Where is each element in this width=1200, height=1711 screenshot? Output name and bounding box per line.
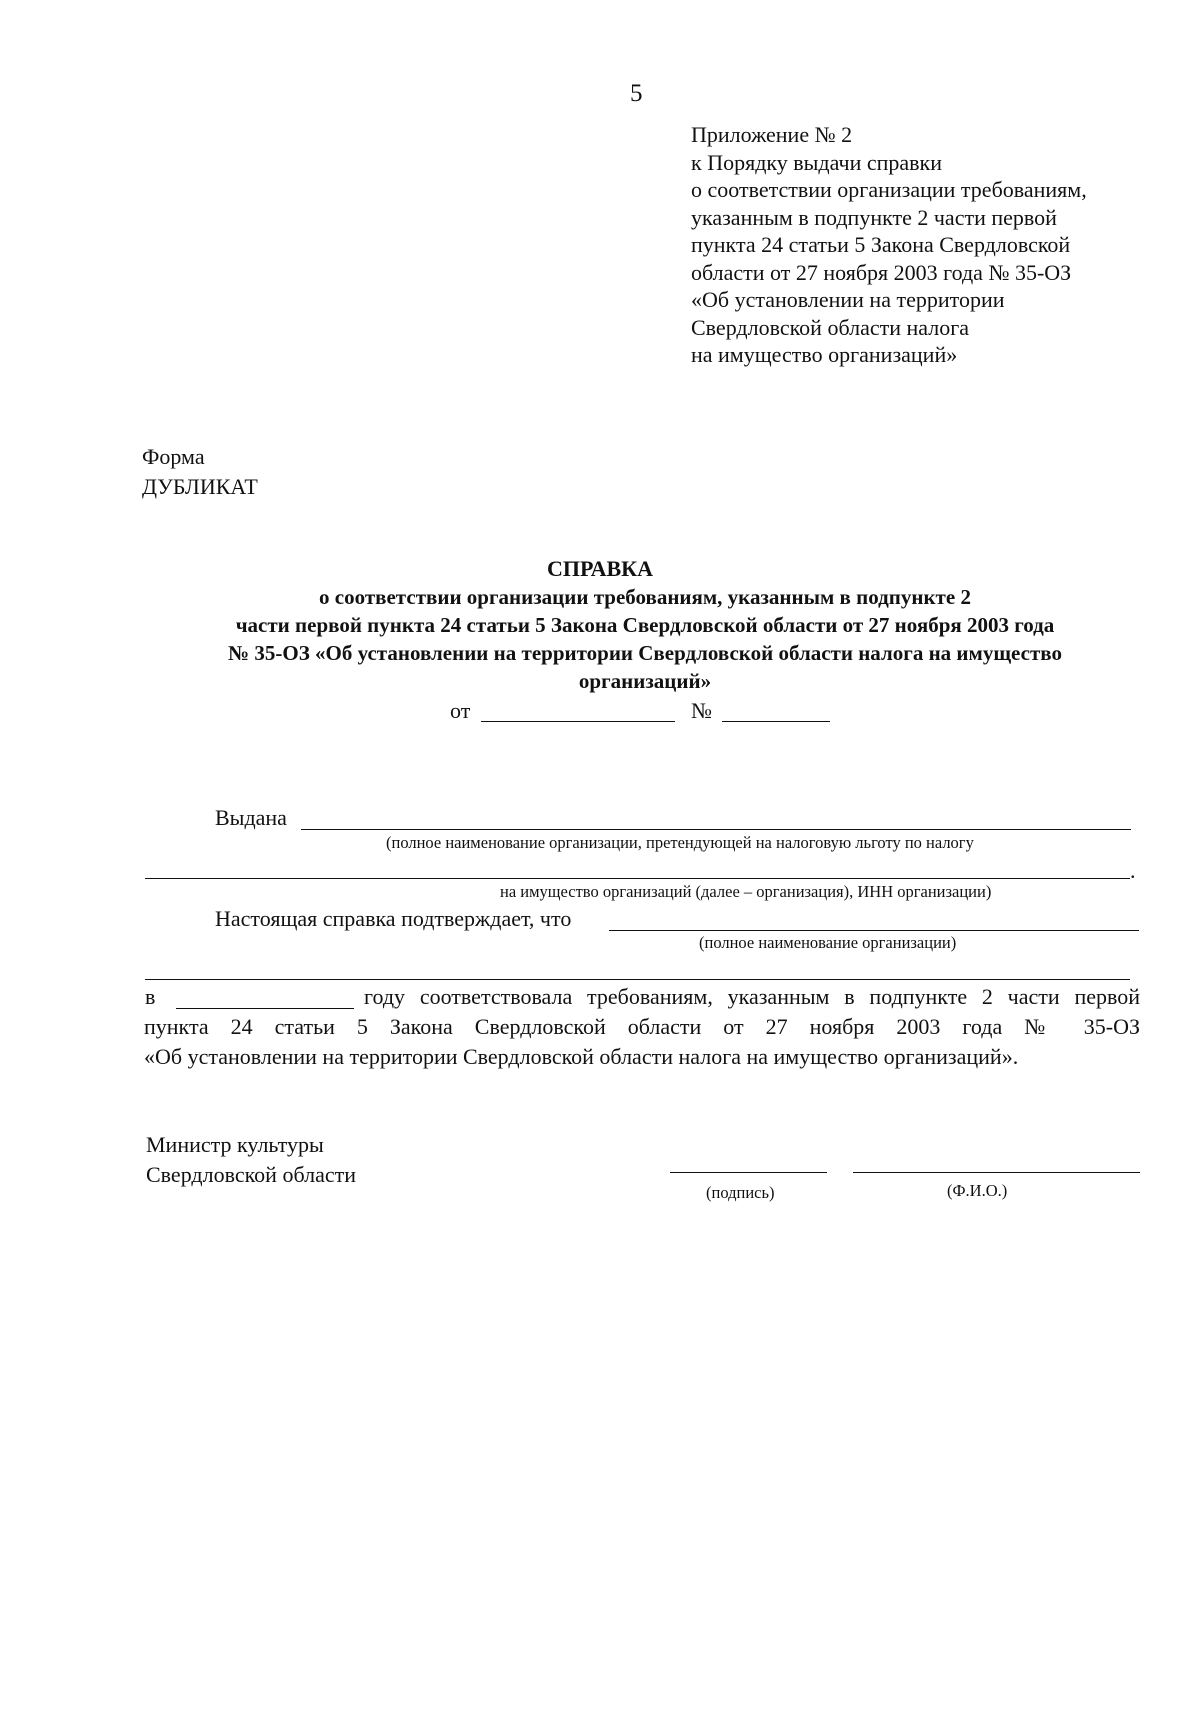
fio-blank[interactable]	[853, 1172, 1140, 1173]
signature-blank[interactable]	[670, 1172, 827, 1173]
confirms-label: Настоящая справка подтверждает, что	[215, 906, 572, 931]
caption-fio: (Ф.И.О.)	[947, 1181, 1008, 1200]
from-label: от	[450, 698, 471, 723]
appendix-line: указанным в подпункте 2 части первой	[691, 204, 1057, 230]
appendix-line: Свердловской области налога	[691, 314, 969, 340]
compliance-line-2: пункта 24 статьи 5 Закона Свердловской области от 27 ноября 2003 года № 35-ОЗ	[144, 1014, 1140, 1039]
appendix-line: о соответствии организации требованиям,	[691, 177, 1087, 202]
confirmed-org-blank-continued[interactable]	[145, 979, 1130, 980]
subtitle-line: № 35-ОЗ «Об установлении на территории Свердловской области налога на имущество	[228, 641, 1062, 665]
form-label-block	[142, 442, 258, 502]
subtitle-line: части первой пункта 24 статьи 5 Закона Свердловской области от 27 ноября 2003 года	[235, 613, 1055, 637]
minister-line-1: Министр культуры	[146, 1132, 324, 1157]
document-subtitle	[150, 583, 1140, 695]
subtitle-line: о соответствии организации требованиям, указанным в подпункте 2	[319, 585, 971, 609]
document-title: СПРАВКА	[546, 556, 654, 581]
appendix-line: «Об установлении на территории	[691, 287, 1005, 312]
number-label: №	[691, 698, 712, 723]
appendix-block	[691, 121, 1087, 369]
year-blank[interactable]	[176, 1008, 354, 1009]
confirmed-org-blank[interactable]	[609, 930, 1139, 931]
page-number: 5	[630, 80, 643, 107]
compliance-line-1: году соответствовала требованиям, указанным в подпункте 2 части первой	[364, 984, 1140, 1009]
appendix-line: области от 27 ноября 2003 года № 35-ОЗ	[691, 259, 1072, 285]
number-blank[interactable]	[722, 721, 830, 722]
caption-tax-inn: на имущество организаций (далее – организация), ИНН организации)	[500, 882, 992, 901]
caption-org-name: (полное наименование организации)	[699, 933, 957, 952]
period-mark: .	[1130, 858, 1136, 883]
form-label: Форма	[142, 444, 205, 469]
appendix-line: на имущество организаций»	[691, 342, 958, 367]
caption-org-claim: (полное наименование организации, претендующей на налоговую льготу по налогу	[386, 833, 974, 852]
compliance-line-3: «Об установлении на территории Свердловской области налога на имущество организаций».	[144, 1044, 1019, 1069]
issued-org-blank-continued[interactable]	[145, 878, 1130, 879]
appendix-line: пункта 24 статьи 5 Закона Свердловской	[691, 232, 1071, 257]
appendix-line: Приложение № 2	[691, 122, 853, 147]
date-blank[interactable]	[481, 721, 675, 722]
in-label: в	[145, 984, 156, 1009]
appendix-line: к Порядку выдачи справки	[691, 149, 943, 175]
minister-block	[146, 1130, 356, 1190]
issued-label: Выдана	[215, 805, 287, 830]
subtitle-line: организаций»	[578, 669, 712, 693]
duplicate-label: ДУБЛИКАТ	[142, 474, 258, 499]
minister-line-2: Свердловской области	[146, 1162, 356, 1187]
issued-org-blank[interactable]	[301, 829, 1131, 830]
caption-signature: (подпись)	[706, 1183, 775, 1202]
